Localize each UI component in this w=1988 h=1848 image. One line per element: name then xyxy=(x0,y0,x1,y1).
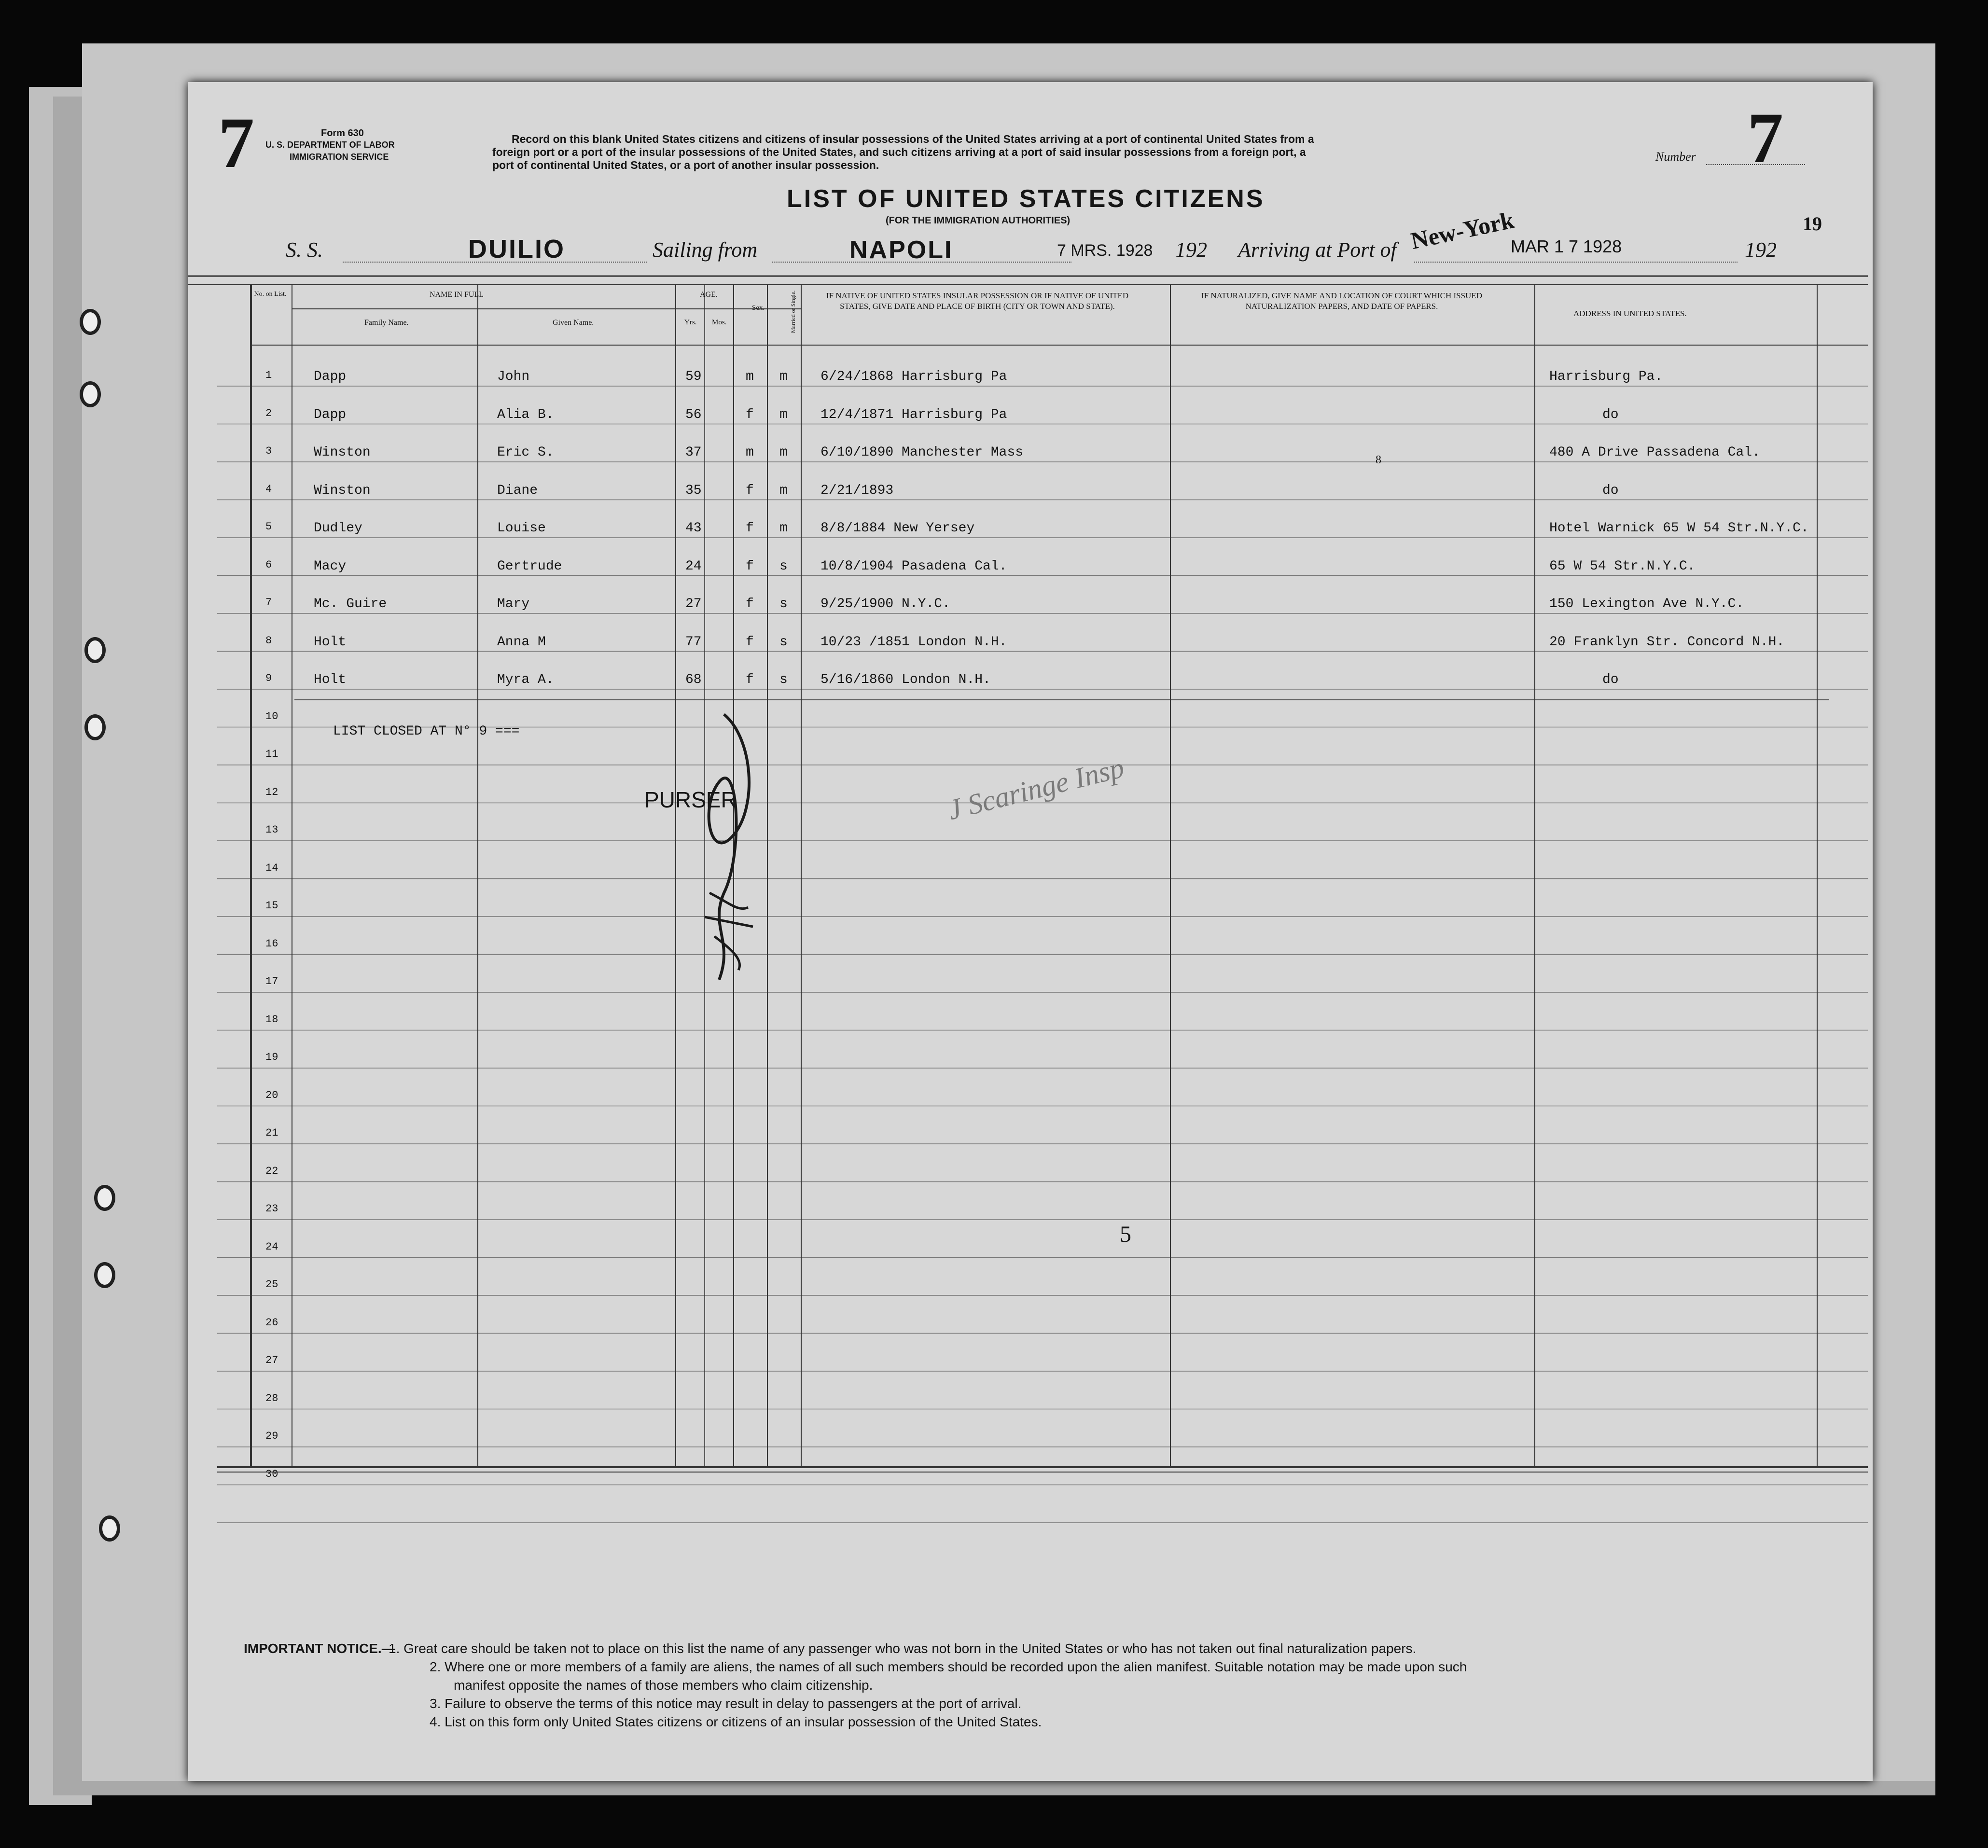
header-family-name: Family Name. xyxy=(364,319,409,327)
given-name: Louise xyxy=(497,521,546,536)
row-number: 28 xyxy=(265,1392,278,1404)
header-mos: Mos. xyxy=(712,319,727,326)
notice-item-1: 1. Great care should be taken not to place on this list the name of any passenger who was not born in the United States or who has not taken out final naturalization papers. xyxy=(389,1641,1417,1656)
family-name: Mc. Guire xyxy=(314,597,387,611)
year-prefix: 192 xyxy=(1175,238,1207,262)
header-given-name: Given Name. xyxy=(553,319,594,327)
number-label: Number xyxy=(1655,150,1696,164)
sex: f xyxy=(746,558,754,574)
arriving-label: Arriving at Port of xyxy=(1238,238,1397,262)
sex: f xyxy=(746,407,754,422)
manifest-grid xyxy=(188,82,1873,1781)
row-number: 27 xyxy=(265,1354,278,1366)
address: 20 Franklyn Str. Concord N.H. xyxy=(1549,634,1785,650)
year-corner: 19 xyxy=(1803,213,1822,235)
age: 27 xyxy=(685,597,702,611)
header-naturalized: IF NATURALIZED, GIVE NAME AND LOCATION OF COURT WHICH ISSUED NATURALIZATION PAPERS, AND DATE OF PAPERS. xyxy=(1201,291,1482,311)
row-number: 18 xyxy=(265,1013,278,1026)
sex: m xyxy=(746,445,754,460)
row-number: 17 xyxy=(265,975,278,987)
header-no: No. on List. xyxy=(254,291,287,298)
row-number: 1 xyxy=(265,369,272,381)
header-address: ADDRESS IN UNITED STATES. xyxy=(1573,309,1687,318)
age: 43 xyxy=(685,521,702,536)
sex: f xyxy=(746,634,754,650)
purser-signature xyxy=(681,709,767,989)
address: Harrisburg Pa. xyxy=(1549,369,1663,384)
arrival-port: New-York xyxy=(1408,206,1516,255)
notice-heading: IMPORTANT NOTICE.— xyxy=(244,1641,395,1656)
birth-details: 8/8/1884 New Yersey xyxy=(820,521,975,536)
sex: f xyxy=(746,672,754,687)
row-number: 8 xyxy=(265,634,272,647)
page-number-right: 7 xyxy=(1747,98,1783,178)
given-name: Anna M xyxy=(497,634,546,650)
marital-status: m xyxy=(779,521,788,536)
address: do xyxy=(1602,407,1619,422)
notice-item-4: 4. List on this form only United States citizens or citizens of an insular possession of the United States. xyxy=(430,1714,1042,1729)
row-number: 21 xyxy=(265,1127,278,1139)
row-number: 20 xyxy=(265,1089,278,1101)
row-number: 6 xyxy=(265,558,272,571)
arrival-date-stamp: MAR 1 7 1928 xyxy=(1511,236,1622,256)
row-number: 30 xyxy=(265,1468,278,1480)
age: 37 xyxy=(685,445,702,460)
row-number: 10 xyxy=(265,710,278,723)
row-number: 13 xyxy=(265,824,278,836)
departure-port: NAPOLI xyxy=(849,236,953,264)
instruction-line: port of continental United States, or a port of another insular possession. xyxy=(492,159,879,171)
row-number: 15 xyxy=(265,900,278,912)
binder-ring xyxy=(84,714,106,740)
stray-mark: 8 xyxy=(1376,454,1381,466)
margin-mark: 5 xyxy=(1120,1222,1131,1247)
row-number: 2 xyxy=(265,407,272,419)
page-subtitle: (FOR THE IMMIGRATION AUTHORITIES) xyxy=(886,215,1070,226)
marital-status: m xyxy=(779,369,788,384)
family-name: Dapp xyxy=(314,369,347,384)
row-number: 26 xyxy=(265,1316,278,1329)
binder-ring xyxy=(84,637,106,663)
marital-status: m xyxy=(779,407,788,422)
inspector-signature: J Scaringe Insp xyxy=(945,751,1127,826)
row-number: 22 xyxy=(265,1165,278,1177)
marital-status: s xyxy=(779,634,788,650)
row-number: 7 xyxy=(265,597,272,609)
age: 24 xyxy=(685,558,702,574)
row-number: 29 xyxy=(265,1430,278,1442)
birth-details: 2/21/1893 xyxy=(820,483,894,498)
instruction-line: foreign port or a port of the insular possessions of the United States, and such citizens arriving at a port of said insular possessions from a foreign port, a xyxy=(492,146,1306,158)
given-name: Gertrude xyxy=(497,558,562,574)
given-name: Alia B. xyxy=(497,407,554,422)
marital-status: s xyxy=(779,597,788,611)
year-prefix-2: 192 xyxy=(1745,238,1777,262)
binder-ring xyxy=(80,381,101,407)
age: 56 xyxy=(685,407,702,422)
address: 480 A Drive Passadena Cal. xyxy=(1549,445,1760,460)
marital-status: s xyxy=(779,672,788,687)
notice-item-2: 2. Where one or more members of a family are aliens, the names of all such members should be recorded upon the alien manifest. Suitable notation may be made upon such xyxy=(430,1659,1467,1674)
age: 77 xyxy=(685,634,702,650)
family-name: Holt xyxy=(314,634,347,650)
address: do xyxy=(1602,672,1619,687)
form-number: Form 630 xyxy=(321,128,364,139)
row-number: 16 xyxy=(265,937,278,950)
row-number: 4 xyxy=(265,483,272,495)
family-name: Dapp xyxy=(314,407,347,422)
notice-item-3: 3. Failure to observe the terms of this notice may result in delay to passengers at the port of arrival. xyxy=(430,1696,1022,1711)
family-name: Winston xyxy=(314,445,371,460)
sex: m xyxy=(746,369,754,384)
address: 150 Lexington Ave N.Y.C. xyxy=(1549,597,1744,611)
marital-status: m xyxy=(779,483,788,498)
row-number: 14 xyxy=(265,861,278,874)
list-closed-note: LIST CLOSED AT N° 9 === xyxy=(333,724,520,739)
age: 35 xyxy=(685,483,702,498)
row-number: 9 xyxy=(265,672,272,684)
notice-item-2-cont: manifest opposite the names of those members who claim citizenship. xyxy=(454,1678,873,1693)
sailing-label: Sailing from xyxy=(653,238,758,262)
purser-label: PURSER xyxy=(644,787,737,812)
header-name-in-full: NAME IN FULL xyxy=(430,291,484,299)
marital-status: m xyxy=(779,445,788,460)
birth-details: 6/10/1890 Manchester Mass xyxy=(820,445,1024,460)
birth-details: 10/8/1904 Pasadena Cal. xyxy=(820,558,1007,574)
header-native: IF NATIVE OF UNITED STATES INSULAR POSSESSION OR IF NATIVE OF UNITED STATES, GIVE DATE AND PLACE OF BIRTH (CITY OR TOWN AND STATE). xyxy=(826,291,1129,311)
binder-ring xyxy=(94,1262,115,1288)
birth-details: 10/23 /1851 London N.H. xyxy=(820,634,1007,650)
binder-ring xyxy=(80,309,101,335)
sex: f xyxy=(746,521,754,536)
instruction-line: Record on this blank United States citizens and citizens of insular possessions of the United States arriving at a port of continental United States from a xyxy=(512,133,1314,145)
binder-ring xyxy=(94,1185,115,1211)
address: Hotel Warnick 65 W 54 Str.N.Y.C. xyxy=(1549,521,1809,536)
row-number: 3 xyxy=(265,445,272,457)
family-name: Winston xyxy=(314,483,371,498)
birth-details: 9/25/1900 N.Y.C. xyxy=(820,597,950,611)
header-age: AGE. xyxy=(700,291,718,299)
sex: f xyxy=(746,597,754,611)
birth-details: 5/16/1860 London N.H. xyxy=(820,672,991,687)
age: 59 xyxy=(685,369,702,384)
birth-details: 6/24/1868 Harrisburg Pa xyxy=(820,369,1007,384)
family-name: Dudley xyxy=(314,521,362,536)
department-name: U. S. DEPARTMENT OF LABOR xyxy=(265,140,395,150)
given-name: Eric S. xyxy=(497,445,554,460)
age: 68 xyxy=(685,672,702,687)
given-name: Diane xyxy=(497,483,538,498)
service-name: IMMIGRATION SERVICE xyxy=(290,152,389,162)
page-title: LIST OF UNITED STATES CITIZENS xyxy=(787,185,1265,213)
manifest-page xyxy=(188,82,1873,1781)
address: 65 W 54 Str.N.Y.C. xyxy=(1549,558,1696,574)
row-number: 11 xyxy=(265,748,278,760)
marital-status: s xyxy=(779,558,788,574)
ss-label: S. S. xyxy=(286,238,323,262)
header-married: Married or Single. xyxy=(790,290,796,333)
row-number: 19 xyxy=(265,1051,278,1063)
address: do xyxy=(1602,483,1619,498)
row-number: 23 xyxy=(265,1203,278,1215)
row-number: 24 xyxy=(265,1240,278,1253)
given-name: Myra A. xyxy=(497,672,554,687)
given-name: John xyxy=(497,369,530,384)
header-sex: Sex. xyxy=(752,304,765,312)
row-number: 25 xyxy=(265,1278,278,1291)
binder-ring xyxy=(99,1515,120,1542)
birth-details: 12/4/1871 Harrisburg Pa xyxy=(820,407,1007,422)
header-yrs: Yrs. xyxy=(684,319,697,326)
family-name: Macy xyxy=(314,558,347,574)
row-number: 12 xyxy=(265,786,278,798)
ship-name: DUILIO xyxy=(468,235,565,264)
sex: f xyxy=(746,483,754,498)
given-name: Mary xyxy=(497,597,530,611)
departure-date-stamp: 7 MRS. 1928 xyxy=(1057,241,1153,260)
page-number-left: 7 xyxy=(218,103,254,183)
family-name: Holt xyxy=(314,672,347,687)
row-number: 5 xyxy=(265,521,272,533)
